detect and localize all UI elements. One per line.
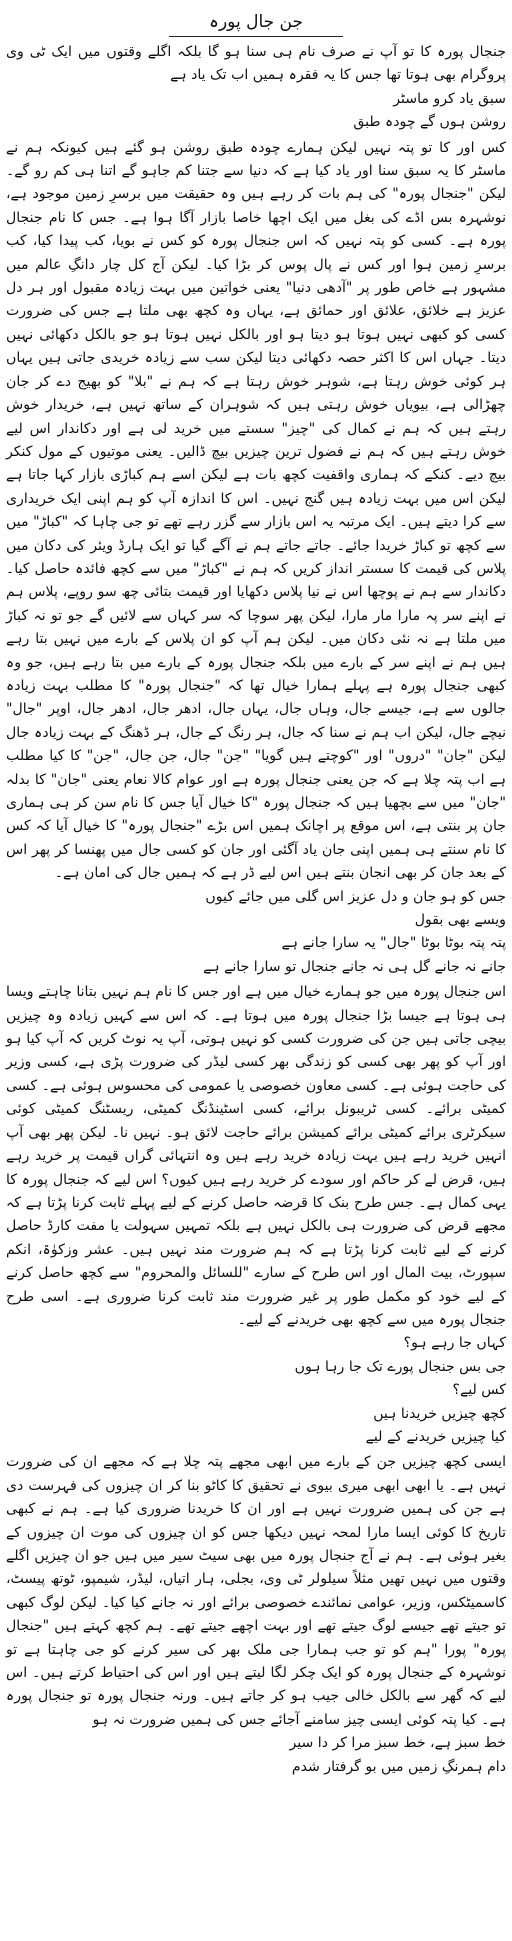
title-block <box>6 10 506 37</box>
paragraph: جنجال پورہ کا تو آپ نے صرف نام ہی سنا ہو گا بلکہ اگلے وقتوں میں ایک ٹی وی پروگرام بھی ہوتا تھا جس کا یہ فقرہ ہمیں اب تک یاد ہے <box>6 44 506 84</box>
verse-line: خط سبز ہے، خط سبز مرا کر دا سیر <box>289 1735 506 1752</box>
paragraph: کس اور کا تو پتہ نہیں لیکن ہمارے چودہ طبق روشن ہو گئے ہیں کیونکہ ہم نے ماسٹر کا یہ سبق سنا اور یاد کیا ہے کہ دنیا سے جتنا کم جاہو گے اتنا ہی کم رو گے۔ لیکن "جنجال پورہ" کی ہم بات کر رہے ہیں وہ حقیقت میں برسرِ زمین موجود ہے، نوشہرہ بس اڈے کی بغل میں ایک اچھا خاصا بازار آگا ہوا ہے۔ جس کا نام جنجال پورہ ہے۔ کسی کو پتہ نہیں کہ اس جنجال پورہ کو کس نے بویا، کب پیدا کیا، کب برسرِ زمین ہوا اور کس نے پال پوس کر بڑا کیا۔ لیکن آج کل چار دانگِ عالم میں مشہور ہے خاص طور پر "آدھی دنیا" یعنی خواتین میں بہت زیادہ مقبول اور ہر دل عزیز ہے خلائق، علائق اور حمائق ہے، یہاں وہ کچھ بھی ملتا ہے جس کی ضرورت کسی کو کبھی نہیں ہوتا ہو دیتا ہو اور بالکل نہیں ہوتا ہو جو بالکل دکھائی نہیں دیتا۔ جہاں اس کا اکثر حصہ دکھائی دیتا لیکن سب سے زیادہ خریدی جاتی ہیں یہاں ہر کوئی خوش رہتا ہے، شوہر خوش رہتا ہے کہ ہم نے "بلا" کو بھیج دے کر جان چھڑالی ہے، بیویاں خوش رہتی ہیں کہ شوہران کے ساتھ نہیں ہے، خریدار خوش رہتے ہیں کہ ہم نے کمال کی "چیز" سستے میں خرید لی ہے اور دکاندار اس لیے خوش رہتے ہیں کہ ہم نے فضول ترین چیزیں بیچ ڈالیں۔ یعنی موتیوں کے مول کنکر بیچ دیے۔ کنکے کہ ہماری واقفیت کچھ بات ہے لیکن اسے ہم کباڑی بازار کہا جاتا ہے لیکن اس میں بہت زیادہ ہیں گنج نہیں۔ اس کا اندازہ آپ کو ہم اپنی ایک خریداری سے کرا دیتے ہیں۔ ایک مرتبہ یہ اس بازار سے گزر رہے تھے تو جی چاہا کہ "کباڑ" میں سے کچھ تو کباڑ خریدا جائے۔ جاتے جاتے ہم نے آگے گیا تو ایک ہارڈ ویئر کی دکان میں پلاس کی قیمت کا سستر انداز کریں کہ ہم نے "کباڑ" میں سے کچھ فائدہ حاصل کیا۔ دکاندار سے ہم نے پوچھا اس نے نیا پلاس دکھایا اور قیمت بتائی چھ سو روپے، پلاس ہم نے اپنے سر پہ مارا مار مارا، لیکن پھر سوچا کہ سر کہاں سے لائیں گے جو تو نہ کباڑ میں ملتا ہے نہ نئی دکان میں۔ لیکن ہم آپ کو ان پلاس کے بارے میں نہیں بتا رہے ہیں ہم نے اپنے سر کے بارے میں بلکہ جنجال پورہ کے بارے میں بتا رہے ہیں، جو وہ کبھی جنجال پورہ ہے پہلے ہمارا خیال تھا کہ "جنجال پورہ" کا مطلب بہت زیادہ جالوں سے ہے، جیسے جال، وہاں جال، یہاں جال، ادھر جال، ادھر جال، اوپر "جال" نیچے جال، لیکن اب ہم نے سنا کہ جال، ہر رنگ کے جال، ہر ڈھنگ کے بہت زیادہ جال لیکن "جان" "دروں" اور "کوچتے ہیں گویا" "جن" جال، جن جال، "جن" کا کیا مطلب ہے اب پتہ چلا ہے کہ جن یعنی جنجال پورہ ہے اور عوام کالا نعام یعنی "جان" کا بدلہ "جان" میں سے بچھیا ہیں کہ جنجال پورہ "کا خیال آیا جس کا نام سن کر ہی ہماری جان پر بنتی ہے، اس موقع پر اچانک ہمیں اس بڑے "جنجال پورہ" کا خیال آیا کہ کس کا نام سنتے ہی ہمیں اپنی جان یاد آگئی اور جان کو کسی جال میں پھنسا کر پھر اس کے بعد جان کر بھی انجان بنتے ہیں اس لیے ڈر ہے کہ ہمیں جال کی امان ہے۔ <box>6 139 506 882</box>
dialogue-line: کس لیے؟ <box>452 1382 506 1399</box>
dialogue-line: جی بس جنجال پورے تک جا رہا ہوں <box>294 1358 506 1375</box>
verse-line: جس کو ہو جان و دل عزیز اس گلی میں جائے کیوں <box>205 888 506 905</box>
verse-line: سبق یاد کرو ماسٹر <box>393 90 506 107</box>
verse-line: جانے نہ جانے گل ہی نہ جانے جنجال تو سارا جانے ہے <box>203 958 506 975</box>
dialogue-line: کیا چیزیں خریدنے کے لیے <box>365 1428 506 1445</box>
verse-line: ویسے بھی بقول <box>414 912 506 929</box>
dialogue-line: کچھ چیزیں خریدنا ہیں <box>373 1405 506 1422</box>
verse-line: روشن ہوں گے چودہ طبق <box>353 114 506 131</box>
verse-line: پتہ پتہ بوٹا بوٹا "جال" یہ سارا جانے ہے <box>281 935 506 952</box>
verse-line: دام ہمرنگِ زمیں میں بو گرفتار شدم <box>291 1758 506 1775</box>
paragraph: اس جنجال پورہ میں جو ہمارے خیال میں ہے اور جس کا نام ہم نہیں بتانا چاہتے ویسا ہی ہوتا ہے جیسا بڑا جنجال پورہ میں ہوتا ہے۔ کہ اس سے کہیں زیادہ وہ چیزیں بیچی جاتی ہیں جن کی ضرورت کسی کو نہیں ہوتی، آپ یہ نوٹ کریں کہ آپ کیا ہو اور آپ کو پھر بھی کسی کو زندگی بھر کسی لیڈر کی ضرورت پڑی ہے، کسی وزیر کی حاجت ہوئی ہے۔ کسی معاون خصوصی یا عمومی کی محسوس ہوئی ہے۔ کسی کمیٹی برائے۔ کسی ٹریبونل برائے، کسی اسٹینڈنگ کمیٹی، ریسٹنگ کمیٹی کوئی سیکرٹری برائے کمیٹی برائے کمیشن برائے حاجت لائق ہو۔ نہیں نا۔ لیکن پھر بھی آپ انہیں خرید رہے ہیں بہت زیادہ خرید رہے ہیں وہ انتہائی گراں قیمت پر خرید رہے ہیں، قرض لے کر حاکم اور سودے کر خرید رہے ہیں کیوں؟ اس لیے کہ جنجال پورہ کا یہی کمال ہے۔ جس طرح بنک کا قرضہ حاصل کرنے کے لیے پہلے ثابت کرنا پڑتا ہے کہ مجھے قرض کی ضرورت ہی بالکل نہیں ہے بلکہ تمہیں سہولت یا مفت کارڈ حاصل کرنے کے لیے ثابت کرنا پڑتا ہے کہ ہم ضرورت مند نہیں ہیں۔ عشر وزکوٰۃ، انکم سپورٹ، بیت المال اور اس طرح کے سارے "للسائل والمحروم" سے کچھ حاصل کرنے کے لیے خود کو مکمل طور پر غیر ضرورت مند ثابت کرنا ضروری ہے۔ اسی طرح جنجال پورہ میں سے کچھ بھی خریدنے کے لیے۔ <box>6 984 506 1328</box>
paragraph: ایسی کچھ چیزیں جن کے بارے میں ابھی مجھے پتہ چلا ہے کہ مجھے ان کی ضرورت نہیں ہے۔ یا ابھی ابھی میری بیوی نے تحقیق کا کاٹو بنا کر ان چیزوں کی فہرست دی ہے جن کی ہمیں ضرورت نہیں ہے اور ان کا خریدنا ضروری کیا ہے۔ ہم نے کبھی تاریخ کا کوئی ایسا مارا لمحہ نہیں دیکھا جس کو ان چیزوں کی موت ان چیزوں کے بغیر ہوئی ہے۔ ہم نے آج جنجال پورہ میں بھی سیٹ سیر میں ہیں جو ان چیزیں اگلے وقتوں میں نہیں تھیں مثلاً سیلولر ٹی وی، بجلی، ہار اتیاں، لیڈر، شیمپو، ٹوتھ پیسٹ، کاسمیٹکس، وزیر، عوامی نمائندے خصوصی برائے اور نہ جانے کیا کیا۔ لیکن لوگ کبھی تو جیتے تھے جیسے لوگ جیتے تھے اور بہت اچھے جیتے تھے۔ ہم کچھ کہتے ہیں "جنجال پورہ" پورا "ہم کو تو جب ہمارا جی ملک بھر کی سیر کرنے کو جی چاہتا ہے تو نوشہرہ کے جنجال پورہ کو ایک چکر لگا لیتے ہیں اور اس کی احتیاط کرتے ہیں۔ اس لیے کہ گھر سے بالکل خالی جیب ہو کر جاتے ہیں۔ ورنہ جنجال پورہ تو جنجال پورہ ہے۔ کیا پتہ کوئی ایسی چیز سامنے آجائے جس کی ہمیں ضرورت نہ ہو <box>6 1454 506 1728</box>
dialogue-line: کہاں جا رہے ہو؟ <box>403 1335 506 1352</box>
article-title: جن جال پورہ <box>169 10 343 37</box>
